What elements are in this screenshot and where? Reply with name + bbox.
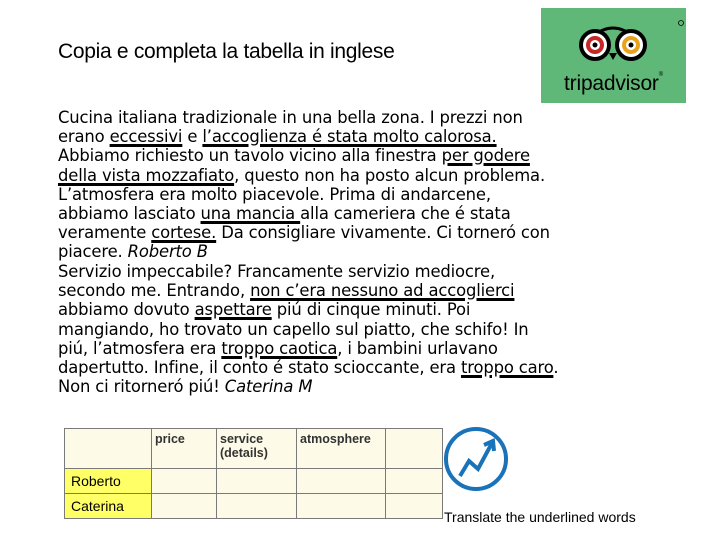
header-service: service (details) xyxy=(217,429,297,469)
table-cell[interactable] xyxy=(297,469,386,494)
table-cell[interactable] xyxy=(386,469,443,494)
text-line: piacere. Roberto B xyxy=(58,242,208,262)
table-cell[interactable] xyxy=(152,469,217,494)
header-atmosphere: atmosphere xyxy=(297,429,386,469)
text-line: erano eccessivi e l’accoglienza é stata molto calorosa. xyxy=(58,127,497,147)
text-line: abbiamo lasciato una mancia alla cameriera che é stata xyxy=(58,204,511,224)
row-label-roberto: Roberto xyxy=(65,469,152,494)
text-line: L’atmosfera era molto piacevole. Prima di andarcene, xyxy=(58,184,491,204)
header-price: price xyxy=(152,429,217,469)
reviewer-signature: Caterina M xyxy=(224,377,313,397)
review-caterina xyxy=(58,262,698,396)
text-line: Non ci ritorneró piú! Caterina M xyxy=(58,377,313,397)
text-line: veramente cortese. Da consigliare vivamente. Ci torneró con xyxy=(58,223,550,243)
underlined-phrase: troppo caro xyxy=(460,358,554,378)
underlined-phrase: non c’era nessuno ad accoglierci xyxy=(250,281,515,301)
text-line: della vista mozzafiato, questo non ha posto alcun problema. xyxy=(58,165,546,185)
text-line: Cucina italiana tradizionale in una bella zona. I prezzi non xyxy=(58,108,523,127)
text-line: Servizio impeccabile? Francamente servizio mediocre, xyxy=(58,262,496,281)
underlined-phrase: cortese. xyxy=(151,223,217,243)
table-cell[interactable] xyxy=(217,494,297,519)
table-row xyxy=(65,469,443,494)
row-label-caterina: Caterina xyxy=(65,494,152,519)
table-row xyxy=(65,494,443,519)
logo-wordmark: tripadvisor® xyxy=(564,72,663,95)
table-cell[interactable] xyxy=(297,494,386,519)
table-header-row xyxy=(65,429,443,469)
text-line: Abbiamo richiesto un tavolo vicino alla finestra per godere xyxy=(58,146,530,166)
answer-table xyxy=(64,428,443,519)
text-line: piú, l’atmosfera era troppo caotica, i bambini urlavano xyxy=(58,338,498,358)
table-cell[interactable] xyxy=(65,429,152,469)
tripadvisor-logo xyxy=(541,8,686,103)
underlined-phrase: per godere xyxy=(441,146,530,166)
table-cell[interactable] xyxy=(152,494,217,519)
trend-up-icon xyxy=(440,421,512,497)
underlined-phrase: troppo caotica xyxy=(221,338,338,358)
underlined-phrase: l’accoglienza é stata molto calorosa. xyxy=(202,127,497,147)
review-roberto xyxy=(58,108,698,262)
table-cell[interactable] xyxy=(386,494,443,519)
page-title: Copia e completa la tabella in inglese xyxy=(58,40,395,63)
text-line: dapertutto. Infine, il conto é stato scioccante, era troppo caro. xyxy=(58,358,559,378)
reviewer-signature: Roberto B xyxy=(127,242,208,262)
underlined-phrase: della vista mozzafiato xyxy=(58,165,235,185)
underlined-phrase: eccessivi xyxy=(109,127,183,147)
text-line: mangiando, ho trovato un capello sul piatto, che schifo! In xyxy=(58,319,529,339)
text-line: abbiamo dovuto aspettare piú di cinque minuti. Poi xyxy=(58,300,471,320)
instruction-caption: Translate the underlined words xyxy=(444,509,636,525)
table-cell[interactable] xyxy=(386,429,443,469)
underlined-phrase: una mancia xyxy=(200,204,301,224)
underlined-phrase: aspettare xyxy=(194,300,272,320)
text-line: secondo me. Entrando, non c’era nessuno ad accoglierci xyxy=(58,281,515,301)
table-cell[interactable] xyxy=(217,469,297,494)
